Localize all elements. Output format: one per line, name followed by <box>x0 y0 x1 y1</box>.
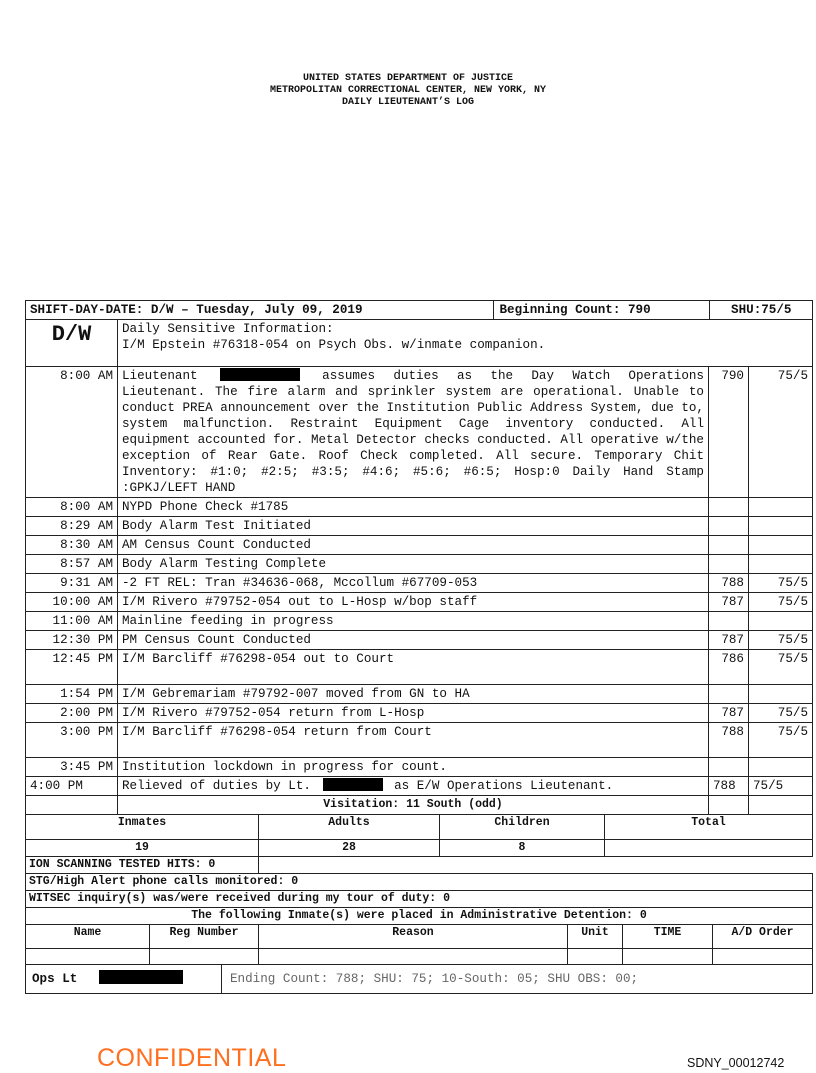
redaction-bar <box>99 970 183 984</box>
entry-count <box>709 685 749 704</box>
entry-text: Mainline feeding in progress <box>118 612 709 631</box>
log-entry <box>26 574 813 593</box>
ops-lt-label: Ops Lt <box>32 972 78 987</box>
monitoring-table <box>25 857 813 925</box>
detention-header-reg: Reg Number <box>150 925 259 949</box>
entry-text: -2 FT REL: Tran #34636-068, Mccollum #67709-053 <box>118 574 709 593</box>
entry-text: I/M Barcliff #76298-054 out to Court <box>118 650 709 685</box>
entry-count: 787 <box>709 593 749 612</box>
entry-text-pre: Relieved of duties by Lt. <box>122 779 311 793</box>
visitation-title: Visitation: 11 South (odd) <box>118 796 709 815</box>
shift-day-date: SHIFT-DAY-DATE: D/W – Tuesday, July 09, 2019 <box>26 301 493 319</box>
entry-text: AM Census Count Conducted <box>118 536 709 555</box>
entry-text: I/M Barcliff #76298-054 return from Court <box>118 723 709 758</box>
entry-count: 786 <box>709 650 749 685</box>
entry-text: NYPD Phone Check #1785 <box>118 498 709 517</box>
log-entry <box>26 536 813 555</box>
entry-count: 790 <box>709 367 749 498</box>
detention-header-unit: Unit <box>568 925 623 949</box>
entry-count <box>709 536 749 555</box>
entry-count <box>709 612 749 631</box>
entry-count <box>709 758 749 777</box>
sensitive-info-row <box>26 320 813 367</box>
entry-shu <box>749 555 813 574</box>
entry-text-rest: Lieutenant. The fire alarm and sprinkler system are operational. Unable to conduct PREA announcement over the Institution Public Address System, due to, system malfunction. Restraint Equipment Cage inventory conducted. All equipment accounted for. Metal Detector checks conducted. All operative w/the exception of Rear Gate. Roof Check completed. All secure. Temporary Chit Inventory: #1:0; #2:5; #3:5; #4:6; #5:6; #6:5; Hosp:0 Daily Hand Stamp :GPKJ/LEFT HAND <box>122 385 704 495</box>
entry-shu: 75/5 <box>749 777 813 796</box>
visitation-table <box>25 815 813 857</box>
entry-shu: 75/5 <box>749 650 813 685</box>
visitation-header-total: Total <box>605 815 813 839</box>
ending-count: Ending Count: 788; SHU: 75; 10-South: 05; SHU OBS: 00; <box>222 965 813 993</box>
visitation-header-children: Children <box>440 815 605 839</box>
detention-header-name: Name <box>26 925 150 949</box>
log-entry <box>26 555 813 574</box>
entry-count: 788 <box>709 777 749 796</box>
entry-time: 10:00 AM <box>26 593 118 612</box>
redaction-bar <box>220 368 300 381</box>
log-entry <box>26 612 813 631</box>
ion-scanning: ION SCANNING TESTED HITS: 0 <box>26 857 259 874</box>
shift-header-row <box>26 301 813 320</box>
entry-count: 787 <box>709 631 749 650</box>
beginning-count: Beginning Count: 790 <box>493 301 709 319</box>
entry-shu <box>749 536 813 555</box>
log-entry <box>26 650 813 685</box>
log-entry-last <box>26 777 813 796</box>
entry-text: I/M Rivero #79752-054 return from L-Hosp <box>118 704 709 723</box>
entry-count: 787 <box>709 704 749 723</box>
detention-header-reason: Reason <box>259 925 568 949</box>
detention-title: The following Inmate(s) were placed in Administrative Detention: 0 <box>26 907 813 924</box>
entry-count: 788 <box>709 723 749 758</box>
entry-time: 3:00 PM <box>26 723 118 758</box>
log-entry <box>26 704 813 723</box>
entry-shu: 75/5 <box>749 723 813 758</box>
entry-count <box>709 498 749 517</box>
entry-shu <box>749 612 813 631</box>
visitation-children: 8 <box>440 839 605 856</box>
entry-shu <box>749 685 813 704</box>
shu-count: SHU:75/5 <box>731 303 792 317</box>
entry-time: 8:30 AM <box>26 536 118 555</box>
entry-time: 9:31 AM <box>26 574 118 593</box>
entry-shu <box>749 498 813 517</box>
log-entry <box>26 631 813 650</box>
log-table-tail <box>25 777 813 815</box>
entry-time: 8:57 AM <box>26 555 118 574</box>
entry-time: 1:54 PM <box>26 685 118 704</box>
log-entry <box>26 517 813 536</box>
visitation-adults: 28 <box>259 839 440 856</box>
entry-time: 8:29 AM <box>26 517 118 536</box>
entry-time: 3:45 PM <box>26 758 118 777</box>
log-entry <box>26 593 813 612</box>
stg-calls: STG/High Alert phone calls monitored: 0 <box>26 873 813 890</box>
footer-table <box>25 965 813 994</box>
log-entry <box>26 758 813 777</box>
log-entry <box>26 685 813 704</box>
visitation-header-inmates: Inmates <box>26 815 259 839</box>
entry-shu: 75/5 <box>749 574 813 593</box>
entry-text: Institution lockdown in progress for count. <box>118 758 709 777</box>
entry-text: I/M Rivero #79752-054 out to L-Hosp w/bop staff <box>118 593 709 612</box>
entry-shu <box>749 758 813 777</box>
daily-log <box>25 300 812 994</box>
entry-count <box>709 555 749 574</box>
entry-text: I/M Gebremariam #79792-007 moved from GN to HA <box>118 685 709 704</box>
entry-shu: 75/5 <box>749 631 813 650</box>
entry-text-post: as E/W Operations Lieutenant. <box>394 779 614 793</box>
header-line-1: UNITED STATES DEPARTMENT OF JUSTICE <box>302 73 514 84</box>
sensitive-title: Daily Sensitive Information: <box>122 322 334 336</box>
dw-label: D/W <box>26 320 118 367</box>
entry-time: 11:00 AM <box>26 612 118 631</box>
entry-text-pre: Lieutenant <box>122 369 198 383</box>
log-entry-first <box>26 367 813 498</box>
entry-text: Body Alarm Test Initiated <box>118 517 709 536</box>
log-entry <box>26 498 813 517</box>
detention-header-ad-order: A/D Order <box>713 925 813 949</box>
entry-shu: 75/5 <box>749 367 813 498</box>
entry-time: 8:00 AM <box>26 367 118 498</box>
entry-time: 12:45 PM <box>26 650 118 685</box>
witsec-inquiry: WITSEC inquiry(s) was/were received during my tour of duty: 0 <box>26 890 813 907</box>
bates-number: SDNY_00012742 <box>687 1056 785 1070</box>
entry-count: 788 <box>709 574 749 593</box>
entry-text: PM Census Count Conducted <box>118 631 709 650</box>
header-line-3: DAILY LIEUTENANT’S LOG <box>341 97 475 108</box>
detention-table <box>25 925 813 966</box>
visitation-total <box>605 839 813 856</box>
detention-header-time: TIME <box>623 925 713 949</box>
redaction-bar <box>323 778 383 791</box>
log-entry <box>26 723 813 758</box>
sensitive-body: I/M Epstein #76318-054 on Psych Obs. w/inmate companion. <box>122 338 546 352</box>
entry-time: 8:00 AM <box>26 498 118 517</box>
header-line-2: METROPOLITAN CORRECTIONAL CENTER, NEW YORK, NY <box>269 85 547 96</box>
log-table <box>25 300 813 777</box>
confidential-stamp: CONFIDENTIAL <box>97 1044 287 1072</box>
entry-count <box>709 517 749 536</box>
entry-time: 12:30 PM <box>26 631 118 650</box>
entry-shu: 75/5 <box>749 593 813 612</box>
entry-text-post: assumes duties as the Day Watch Operations <box>322 369 704 383</box>
entry-text: Body Alarm Testing Complete <box>118 555 709 574</box>
entry-time: 4:00 PM <box>26 777 118 796</box>
entry-shu <box>749 517 813 536</box>
visitation-row <box>26 796 813 815</box>
entry-shu: 75/5 <box>749 704 813 723</box>
entry-time: 2:00 PM <box>26 704 118 723</box>
document-header <box>0 73 816 109</box>
visitation-header-adults: Adults <box>259 815 440 839</box>
visitation-inmates: 19 <box>26 839 259 856</box>
